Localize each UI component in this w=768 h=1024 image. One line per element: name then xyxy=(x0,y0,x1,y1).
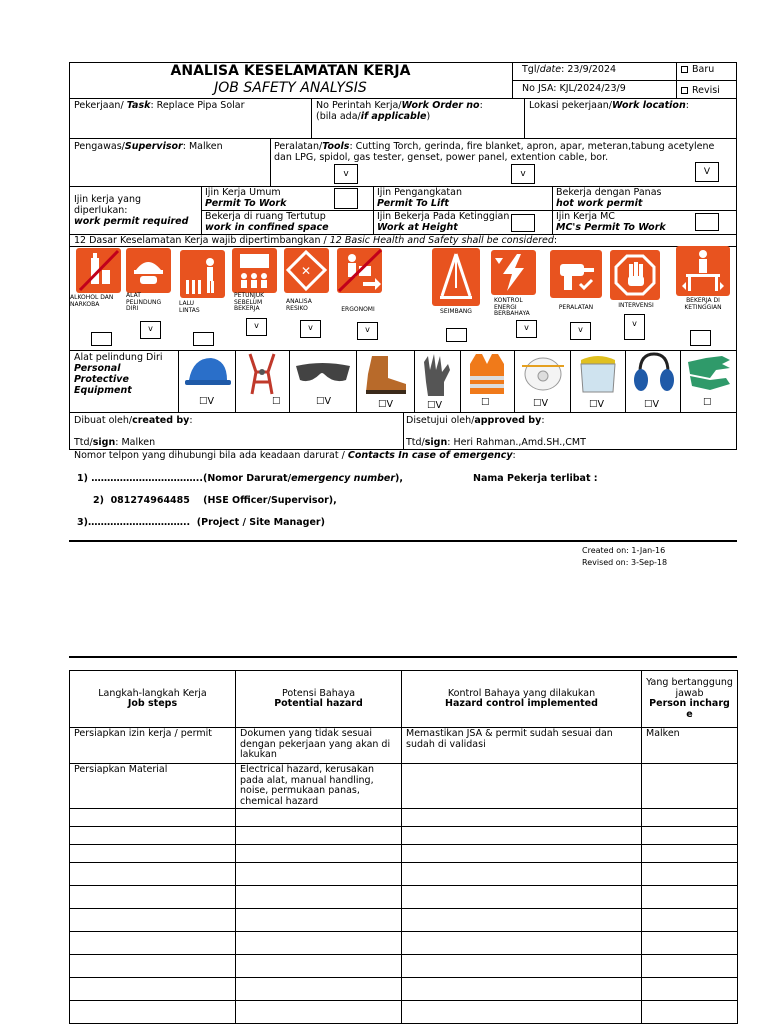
safety-vest-icon xyxy=(466,352,508,400)
height-work-icon xyxy=(676,246,730,296)
risk-analysis-icon xyxy=(284,248,329,293)
table-cell[interactable]: Persiapkan izin kerja / permit xyxy=(70,728,236,764)
table-row[interactable] xyxy=(70,932,738,955)
work-location-field[interactable]: Lokasi pekerjaan/Work location: xyxy=(529,100,689,111)
basic-label: SEIMBANG xyxy=(440,308,472,315)
supervisor-field[interactable]: Pengawas/Supervisor: Malken xyxy=(74,141,223,152)
basic-label: ALKOHOL DAN NARKOBA xyxy=(70,294,114,308)
table-row[interactable] xyxy=(70,728,738,764)
permit-confined-space: Bekerja di ruang Tertutup work in confined space xyxy=(205,211,329,233)
ppe-check-boots[interactable]: ☐V xyxy=(378,399,394,410)
jsa-number: No JSA: KJL/2024/23/9 xyxy=(522,83,626,94)
permit-mc: Ijin Kerja MC MC's Permit To Work xyxy=(556,211,666,233)
svg-text:✕: ✕ xyxy=(300,264,312,278)
permit-height: Ijin Bekerja Pada Ketinggian Work at Height xyxy=(377,211,510,233)
revision-checkbox[interactable] xyxy=(681,87,688,94)
created-by-label: Dibuat oleh/created by: xyxy=(74,415,193,426)
col-potential-hazard: Potensi Bahaya Potential hazard xyxy=(236,671,402,728)
basic-check-traffic[interactable] xyxy=(193,332,214,346)
basic-check-alcohol[interactable] xyxy=(91,332,112,346)
permit-to-lift-mark[interactable]: v xyxy=(511,164,535,184)
table-row[interactable] xyxy=(70,955,738,978)
safety-harness-icon xyxy=(242,352,282,400)
permit-height-mark[interactable] xyxy=(511,214,535,232)
basic-check-ergonomics[interactable]: v xyxy=(357,322,378,340)
col-hazard-control: Kontrol Bahaya yang dilakukan Hazard control implemented xyxy=(402,671,642,728)
new-label: Baru xyxy=(692,64,715,75)
basic-check-intervention[interactable]: v xyxy=(624,314,645,340)
table-cell[interactable] xyxy=(402,764,642,809)
created-on: Created on: 1-Jan-16 xyxy=(582,546,666,555)
ppe-label: Alat pelindung Diri Personal Protective Equipment xyxy=(74,352,163,396)
ppe-check-mask[interactable]: ☐V xyxy=(533,398,549,409)
revision-label: Revisi xyxy=(692,85,720,96)
briefing-icon xyxy=(232,248,277,293)
table-header-row xyxy=(70,671,738,728)
table-row[interactable] xyxy=(70,886,738,909)
basic-label: ANALISA RESIKO xyxy=(286,298,312,312)
stop-hand-icon xyxy=(610,250,660,300)
ppe-helmet-icon xyxy=(126,248,171,293)
table-row[interactable] xyxy=(70,845,738,863)
safety-boots-icon xyxy=(362,354,410,400)
permit-general: Ijin Kerja Umum Permit To Work xyxy=(205,187,287,209)
workers-involved-label: Nama Pekerja terlibat : xyxy=(473,473,598,484)
table-cell[interactable]: Malken xyxy=(642,728,738,764)
form-subtitle: JOB SAFETY ANALYSIS xyxy=(214,80,367,96)
table-row[interactable] xyxy=(70,764,738,809)
table-cell[interactable]: Electrical hazard, kerusakan pada alat, manual handling, noise, permukaan panas, chemical hazard xyxy=(236,764,402,809)
emergency-line-1: 1) ……………………………..(Nomor Darurat/emergency number), xyxy=(77,473,403,484)
ppe-check-harness[interactable]: ☐ xyxy=(272,396,281,407)
basic-check-ppe[interactable]: v xyxy=(140,321,161,339)
basic-check-equipment[interactable]: v xyxy=(570,322,591,340)
task-field[interactable]: Pekerjaan/ Task: Replace Pipa Solar xyxy=(74,100,245,111)
col-job-steps: Langkah-langkah Kerja Job steps xyxy=(70,671,236,728)
chemical-gloves-icon xyxy=(686,352,732,396)
table-cell[interactable] xyxy=(642,764,738,809)
date-field[interactable]: Tgl/date: 23/9/2024 xyxy=(522,64,617,75)
basic-label: BEKERJA DI KETINGGIAN xyxy=(684,297,722,311)
ppe-check-face-shield[interactable]: ☐V xyxy=(589,399,605,410)
ppe-check-chemical-gloves[interactable]: ☐ xyxy=(703,397,712,408)
created-sign[interactable]: Ttd/sign: Malken xyxy=(74,437,156,448)
emergency-line-3: 3)………………………….. (Project / Site Manager) xyxy=(77,517,325,528)
ear-muffs-icon xyxy=(632,352,676,400)
basic-label: KONTROL ENERGI BERBAHAYA xyxy=(494,297,530,317)
permit-hot-work: Bekerja dengan Panas hot work permit xyxy=(556,187,662,209)
basics-heading: 12 Dasar Keselamatan Kerja wajib dipertimbangkan / 12 Basic Health and Safety shall be considered: xyxy=(74,235,558,246)
approved-sign[interactable]: Ttd/sign: Heri Rahman.,Amd.SH.,CMT xyxy=(406,437,586,448)
basic-label: ERGONOMI xyxy=(341,306,375,313)
face-shield-icon xyxy=(575,352,621,400)
permit-lifting: Ijin Pengangkatan Permit To Lift xyxy=(377,187,463,209)
basic-check-height[interactable] xyxy=(690,330,711,346)
basic-label: PERALATAN xyxy=(558,304,594,311)
balance-icon xyxy=(432,248,480,306)
tools-field[interactable]: Peralatan/Tools: Cutting Torch, gerinda, fire blanket, apron, apar, meteran,tabung acetylene dan LPG, spidol, gas tester, genset, power panel, extention cable, bor. xyxy=(274,141,715,163)
table-cell[interactable]: Memastikan JSA & permit sudah sesuai dan sudah di validasi xyxy=(402,728,642,764)
table-row[interactable] xyxy=(70,978,738,1001)
table-row[interactable] xyxy=(70,863,738,886)
table-row[interactable] xyxy=(70,809,738,827)
permit-required-label: Ijin kerja yang diperlukan: work permit required xyxy=(74,194,189,227)
equipment-icon xyxy=(550,250,602,298)
no-alcohol-icon xyxy=(76,248,121,293)
ppe-check-gloves[interactable]: ☐V xyxy=(427,400,443,411)
new-checkbox[interactable] xyxy=(681,66,688,73)
permit-mc-mark[interactable] xyxy=(695,213,719,231)
table-row[interactable] xyxy=(70,909,738,932)
basic-check-briefing[interactable]: v xyxy=(246,318,267,336)
hot-work-mark[interactable]: V xyxy=(695,162,719,182)
ergonomics-icon xyxy=(337,248,382,293)
basic-label: LALU LINTAS xyxy=(179,300,200,314)
basic-label: INTERVENSI xyxy=(618,302,654,309)
basic-check-balance[interactable] xyxy=(446,328,467,342)
emergency-contacts-heading: Nomor telpon yang dihubungi bila ada keadaan darurat / Contacts In case of emergency: xyxy=(74,450,516,461)
basic-check-risk[interactable]: v xyxy=(300,320,321,338)
ppe-check-vest[interactable]: ☐ xyxy=(481,397,490,408)
work-order-field[interactable]: No Perintah Kerja/Work Order no: (bila ada/if applicable) xyxy=(316,100,483,122)
col-person-incharge: Yang bertanggungjawab Person incharge xyxy=(642,671,738,728)
revised-on: Revised on: 3-Sep-18 xyxy=(582,558,668,567)
traffic-icon xyxy=(180,250,225,298)
permit-to-work-mark[interactable]: v xyxy=(334,164,358,184)
approved-by-label: Disetujui oleh/approved by: xyxy=(406,415,545,426)
basic-label: ALAT PELINDUNG DIRI xyxy=(126,292,162,312)
permit-confined-space-mark[interactable] xyxy=(334,188,358,209)
table-row[interactable] xyxy=(70,1001,738,1024)
hard-hat-icon xyxy=(183,354,233,394)
form-title: ANALISA KESELAMATAN KERJA xyxy=(170,63,411,79)
energy-control-icon xyxy=(491,250,536,295)
ppe-check-hard-hat[interactable]: ☐V xyxy=(199,396,215,407)
emergency-line-2: 2) 081274964485 (HSE Officer/Supervisor), xyxy=(93,495,337,506)
basic-check-energy[interactable]: v xyxy=(516,320,537,338)
ppe-check-glasses[interactable]: ☐V xyxy=(316,396,332,407)
table-cell[interactable]: Persiapkan Material xyxy=(70,764,236,809)
job-steps-table xyxy=(69,670,738,1024)
basic-label: PETUNJUK SEBELUM BEKERJA xyxy=(234,292,265,312)
safety-glasses-icon xyxy=(294,360,352,390)
ppe-check-ear-muffs[interactable]: ☐V xyxy=(644,399,660,410)
table-row[interactable] xyxy=(70,827,738,845)
dust-mask-icon xyxy=(520,354,566,398)
table-cell[interactable]: Dokumen yang tidak sesuai dengan pekerjaan yang akan di lakukan xyxy=(236,728,402,764)
work-gloves-icon xyxy=(418,352,458,404)
